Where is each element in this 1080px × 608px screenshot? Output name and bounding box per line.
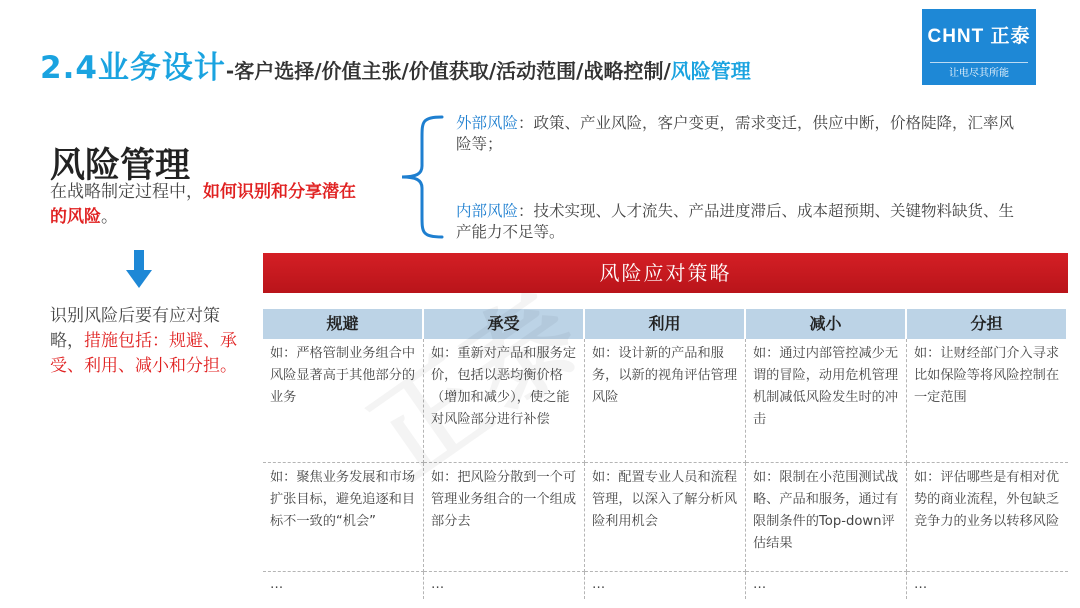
section-heading: 风险管理 xyxy=(50,146,191,186)
title-sub-prefix: -客户选择/价值主张/价值获取/活动范围/战略控制/ xyxy=(225,59,671,83)
table-cell: 如：配置专业人员和流程管理，以深入了解分析风险利用机会 xyxy=(585,463,746,572)
table-cell: 如：把风险分散到一个可管理业务组合的一个组成部分去 xyxy=(424,463,585,572)
external-risk-text xyxy=(456,113,1016,155)
logo-slogan: 让电尽其所能 xyxy=(949,68,1009,79)
table-cell: 如：限制在小范围测试战略、产品和服务，通过有限制条件的Top-down评估结果 xyxy=(746,463,907,572)
table-cell: 如：设计新的产品和服务，以新的视角评估管理风险 xyxy=(585,339,746,463)
intro-plain: 在战略制定过程中， xyxy=(50,182,203,202)
internal-risk-label: 内部风险 xyxy=(456,202,519,220)
strategy-intro-text xyxy=(50,304,250,379)
strategy-table-title: 风险应对策略 xyxy=(263,253,1068,293)
title-sub-highlight: 风险管理 xyxy=(670,59,751,83)
strategy-table xyxy=(263,309,1068,599)
logo-brand: CHNT 正泰 xyxy=(927,26,1031,47)
internal-risk-text xyxy=(456,201,1016,243)
external-risk-label: 外部风险 xyxy=(456,114,519,132)
column-header-exploit: 利用 xyxy=(585,309,746,339)
title-main: 2.4业务设计 xyxy=(40,50,226,86)
table-cell-ellipsis: … xyxy=(263,572,424,599)
curly-brace-icon xyxy=(398,114,448,244)
logo-divider xyxy=(930,62,1028,63)
column-header-share: 分担 xyxy=(907,309,1068,339)
table-cell: 如：评估哪些是有相对优势的商业流程，外包缺乏竞争力的业务以转移风险 xyxy=(907,463,1068,572)
table-cell: 如：让财经部门介入寻求比如保险等将风险控制在一定范围 xyxy=(907,339,1068,463)
table-cell-ellipsis: … xyxy=(585,572,746,599)
table-cell-ellipsis: … xyxy=(746,572,907,599)
table-cell-ellipsis: … xyxy=(914,577,928,592)
table-cell-ellipsis: … xyxy=(424,572,585,599)
after-plain: 识别风险后要有应对策略， xyxy=(50,306,220,351)
column-header-accept: 承受 xyxy=(424,309,585,339)
table-cell: 如：聚焦业务发展和市场扩张目标，避免追逐和目标不一致的“机会” xyxy=(263,463,424,572)
brand-logo xyxy=(922,9,1036,85)
column-header-reduce: 减小 xyxy=(746,309,907,339)
intro-end: 。 xyxy=(101,207,118,227)
external-risk-detail: ：政策、产业风险，客户变更，需求变迁，供应中断，价格陡降，汇率风险等； xyxy=(456,114,1015,153)
table-cell: 如：重新对产品和服务定价，包括以恶均衡价格（增加和减少），使之能对风险部分进行补偿 xyxy=(424,339,585,463)
column-header-avoid: 规避 xyxy=(263,309,424,339)
after-emphasis: 措施包括：规避、承受、利用、减小和分担。 xyxy=(50,331,237,376)
intro-emphasis: 如何识别和分享潜在的风险 xyxy=(50,182,356,227)
intro-text xyxy=(50,180,370,230)
table-cell: 如：严格管制业务组合中风险显著高于其他部分的业务 xyxy=(263,339,424,463)
page-title xyxy=(40,42,751,87)
internal-risk-detail: ：技术实现、人才流失、产品进度滞后、成本超预期、关键物料缺货、生产能力不足等。 xyxy=(456,202,1015,241)
table-cell: 如：通过内部管控减少无谓的冒险，动用危机管理机制减低风险发生时的冲击 xyxy=(746,339,907,463)
title-subtitle xyxy=(226,59,751,83)
arrow-down-icon xyxy=(124,250,154,294)
